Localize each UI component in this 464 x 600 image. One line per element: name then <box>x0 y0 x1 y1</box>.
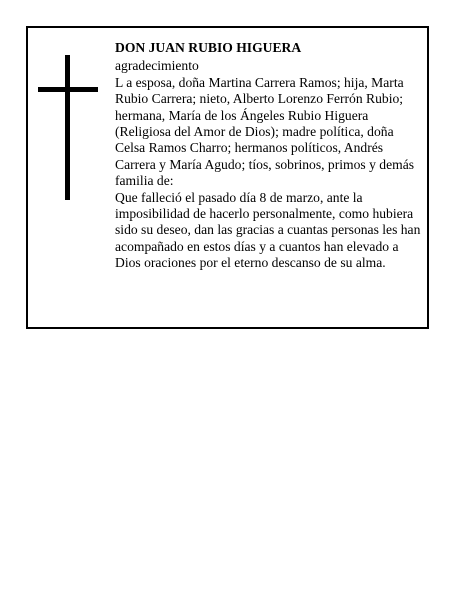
cross-icon <box>38 55 98 200</box>
cross-horizontal-bar <box>38 87 98 92</box>
family-paragraph: L a esposa, doña Martina Carrera Ramos; hija, Marta Rubio Carrera; nieto, Alberto Lorenzo Ferrón Rubio; hermana, María de los Ángeles Rubio Higuera (Religiosa del Amor de Dios); madre política, doña Celsa Ramos Charro; hermanos políticos, Andrés Carrera y María Agudo; tíos, sobrinos, primos y demás familia de: <box>115 74 415 189</box>
notice-text <box>115 40 423 272</box>
cross-vertical-bar <box>65 55 70 200</box>
notice-heading: agradecimiento <box>115 58 199 74</box>
obituary-notice <box>26 26 429 329</box>
thanks-paragraph: Que falleció el pasado día 8 de marzo, ante la imposibilidad de hacerlo personalmente, como hubiera sido su deseo, dan las gracias a cuantas personas les han acompañado en estos días y a cuantos han elevado a Dios oraciones por el eterno descanso de su alma. <box>115 189 421 271</box>
deceased-name: DON JUAN RUBIO HIGUERA <box>115 40 302 55</box>
